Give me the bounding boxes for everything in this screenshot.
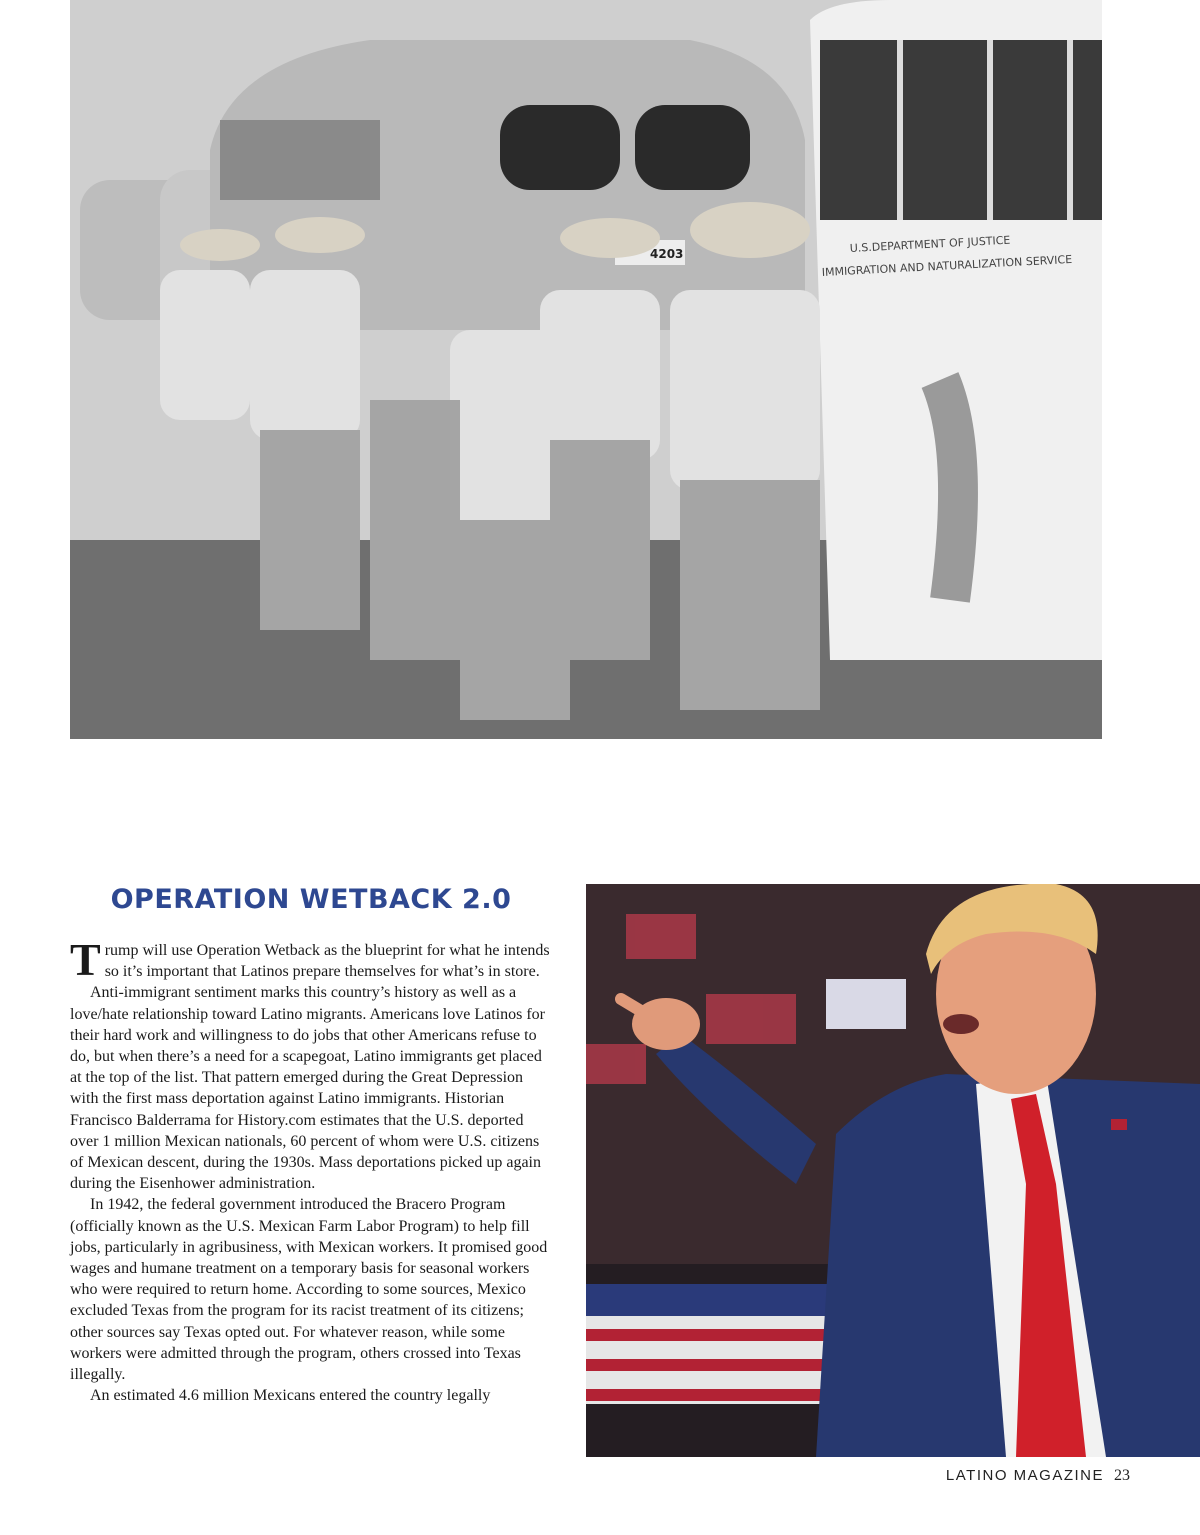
article-paragraph: Anti-immigrant sentiment marks this country’s history as well as a love/hate relationship toward Latino migrants. Americans love Latinos for their hard work and willingness to do jobs that other Americans refuse to do, but when there’s a need for a scapegoat, Latino immigrants get placed at the top of the list. That pattern emerged during the Great Depression with the first mass deportation against Latino immigrants. Historian Francisco Balderrama for History.com estimates that the U.S. deported over 1 million Mexican nationals, 60 percent of whom were U.S. citizens of Mexican descent, during the 1930s. Mass deportations picked up again during the Eisenhower administration. <box>70 984 545 1193</box>
article-headline: OPERATION WETBACK 2.0 <box>110 884 512 915</box>
article-paragraph: In 1942, the federal government introduced the Bracero Program (officially known as the U.S. Mexican Farm Labor Program) to help fill jobs, particularly in agribusiness, with Mexican workers. It promised good wages and humane treatment on a temporary basis for seasonal workers who were required to return home. According to some sources, Mexico excluded Texas from the program for its racist treatment of its citizens; other sources say Texas opted out. For whatever reason, while some workers were admitted through the program, others crossed into Texas illegally. <box>70 1196 548 1384</box>
article-paragraph: An estimated 4.6 million Mexicans entered the country legally <box>90 1387 491 1405</box>
magazine-name: LATINO MAGAZINE <box>945 1467 1104 1484</box>
article-body <box>70 934 554 1406</box>
drop-cap: T <box>70 934 101 985</box>
bus-license-plate: 4203 <box>650 247 684 261</box>
bus-sign-line2: IMMIGRATION AND NATURALIZATION SERVICE <box>821 252 1073 279</box>
page-number: 23 <box>1114 1467 1130 1484</box>
historical-bus-photo <box>70 0 1102 739</box>
page-footer <box>946 1467 1130 1485</box>
rally-speaker-photo <box>586 884 1200 1457</box>
bus-sign-line1: U.S.DEPARTMENT OF JUSTICE <box>849 233 1011 255</box>
paragraph-text: rump will use Operation Wetback as the blueprint for what he intends so it’s important that Latinos prepare themselves for what’s in store. <box>104 942 550 981</box>
article-paragraph <box>70 934 554 985</box>
